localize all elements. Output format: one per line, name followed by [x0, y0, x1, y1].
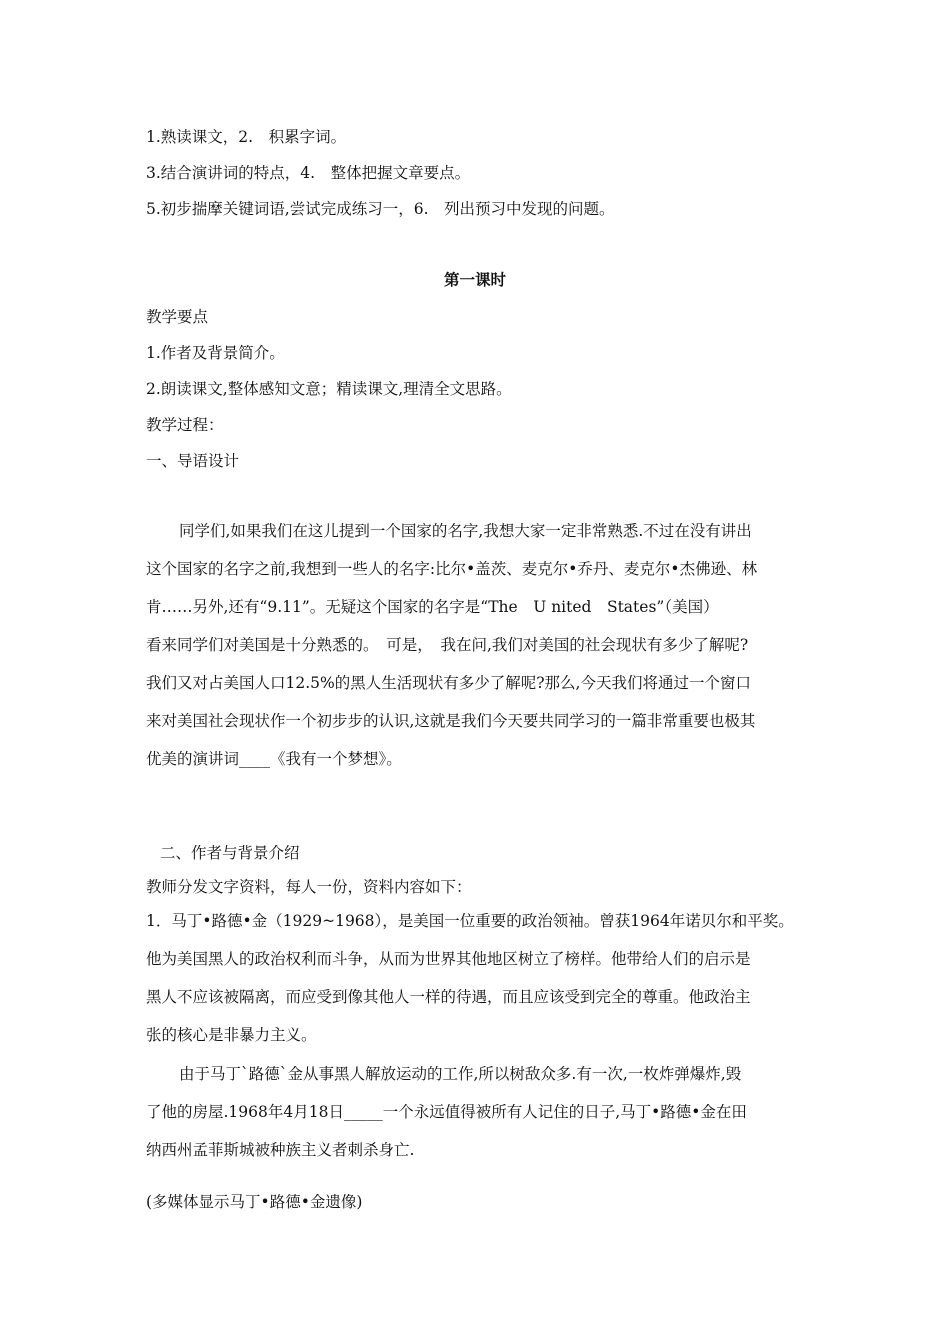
handout-intro: 教师分发文字资料，每人一份，资料内容如下：: [146, 878, 472, 896]
teaching-point-2: 2.朗读课文,整体感知文意；精读课文,理清全文思路。: [146, 380, 512, 398]
intro-paragraph: [146, 512, 806, 778]
story-paragraph: [146, 1055, 806, 1169]
bio-line: 黑人不应该被隔离，而应受到像其他人一样的待遇，而且应该受到完全的尊重。他政治主: [146, 988, 751, 1006]
teaching-points-heading: 教学要点: [146, 308, 209, 326]
multimedia-note: (多媒体显示马丁•路德•金遗像): [146, 1193, 363, 1211]
bio-line: 张的核心是非暴力主义。: [146, 1026, 317, 1044]
intro-line: 优美的演讲词____《我有一个梦想》。: [146, 750, 402, 768]
intro-line: 同学们,如果我们在这儿提到一个国家的名字,我想大家一定非常熟悉.不过在没有讲出: [179, 522, 752, 540]
intro-line: 看来同学们对美国是十分熟悉的。 可是， 我在问,我们对美国的社会现状有多少了解呢?: [146, 636, 749, 654]
bio-paragraph: [146, 902, 806, 1054]
intro-line: 我们又对占美国人口12.5%的黑人生活现状有多少了解呢?那么,今天我们将通过一个窗口: [146, 674, 751, 692]
teaching-point-1: 1.作者及背景简介。: [146, 344, 285, 362]
intro-line: 这个国家的名字之前,我想到一些人的名字:比尔•盖茨、麦克尔•乔丹、麦克尔•杰佛逊、林: [146, 560, 758, 578]
section2-heading: 二、作者与背景介绍: [160, 844, 300, 862]
bio-line: 他为美国黑人的政治权利而斗争，从而为世界其他地区树立了榜样。他带给人们的启示是: [146, 950, 751, 968]
prep-item-3: 5.初步揣摩关键词语,尝试完成练习一，6. 列出预习中发现的问题。: [146, 200, 615, 218]
bio-line: 1．马丁•路德•金（1929~1968），是美国一位重要的政治领袖。曾获1964年诺贝尔和平奖。: [146, 912, 794, 930]
prep-item-1: 1.熟读课文，2. 积累字词。: [146, 128, 347, 146]
story-line: 了他的房屋.1968年4月18日_____一个永远值得被所有人记住的日子,马丁•路德•金在田: [146, 1103, 747, 1121]
prep-item-2: 3.结合演讲词的特点，4. 整体把握文章要点。: [146, 164, 471, 182]
lesson-title: 第一课时: [443, 271, 506, 289]
intro-line: 肯……另外,还有“9.11”。无疑这个国家的名字是“The U nited States”（美国）: [146, 598, 719, 616]
story-line: 纳西州孟菲斯城被种族主义者刺杀身亡.: [146, 1141, 415, 1159]
story-line: 由于马丁`路德`金从事黑人解放运动的工作,所以树敌众多.有一次,一枚炸弹爆炸,毁: [179, 1065, 742, 1083]
section1-heading: 一、导语设计: [146, 452, 240, 470]
intro-line: 来对美国社会现状作一个初步步的认识,这就是我们今天要共同学习的一篇非常重要也极其: [146, 712, 756, 730]
process-heading: 教学过程：: [146, 416, 224, 434]
